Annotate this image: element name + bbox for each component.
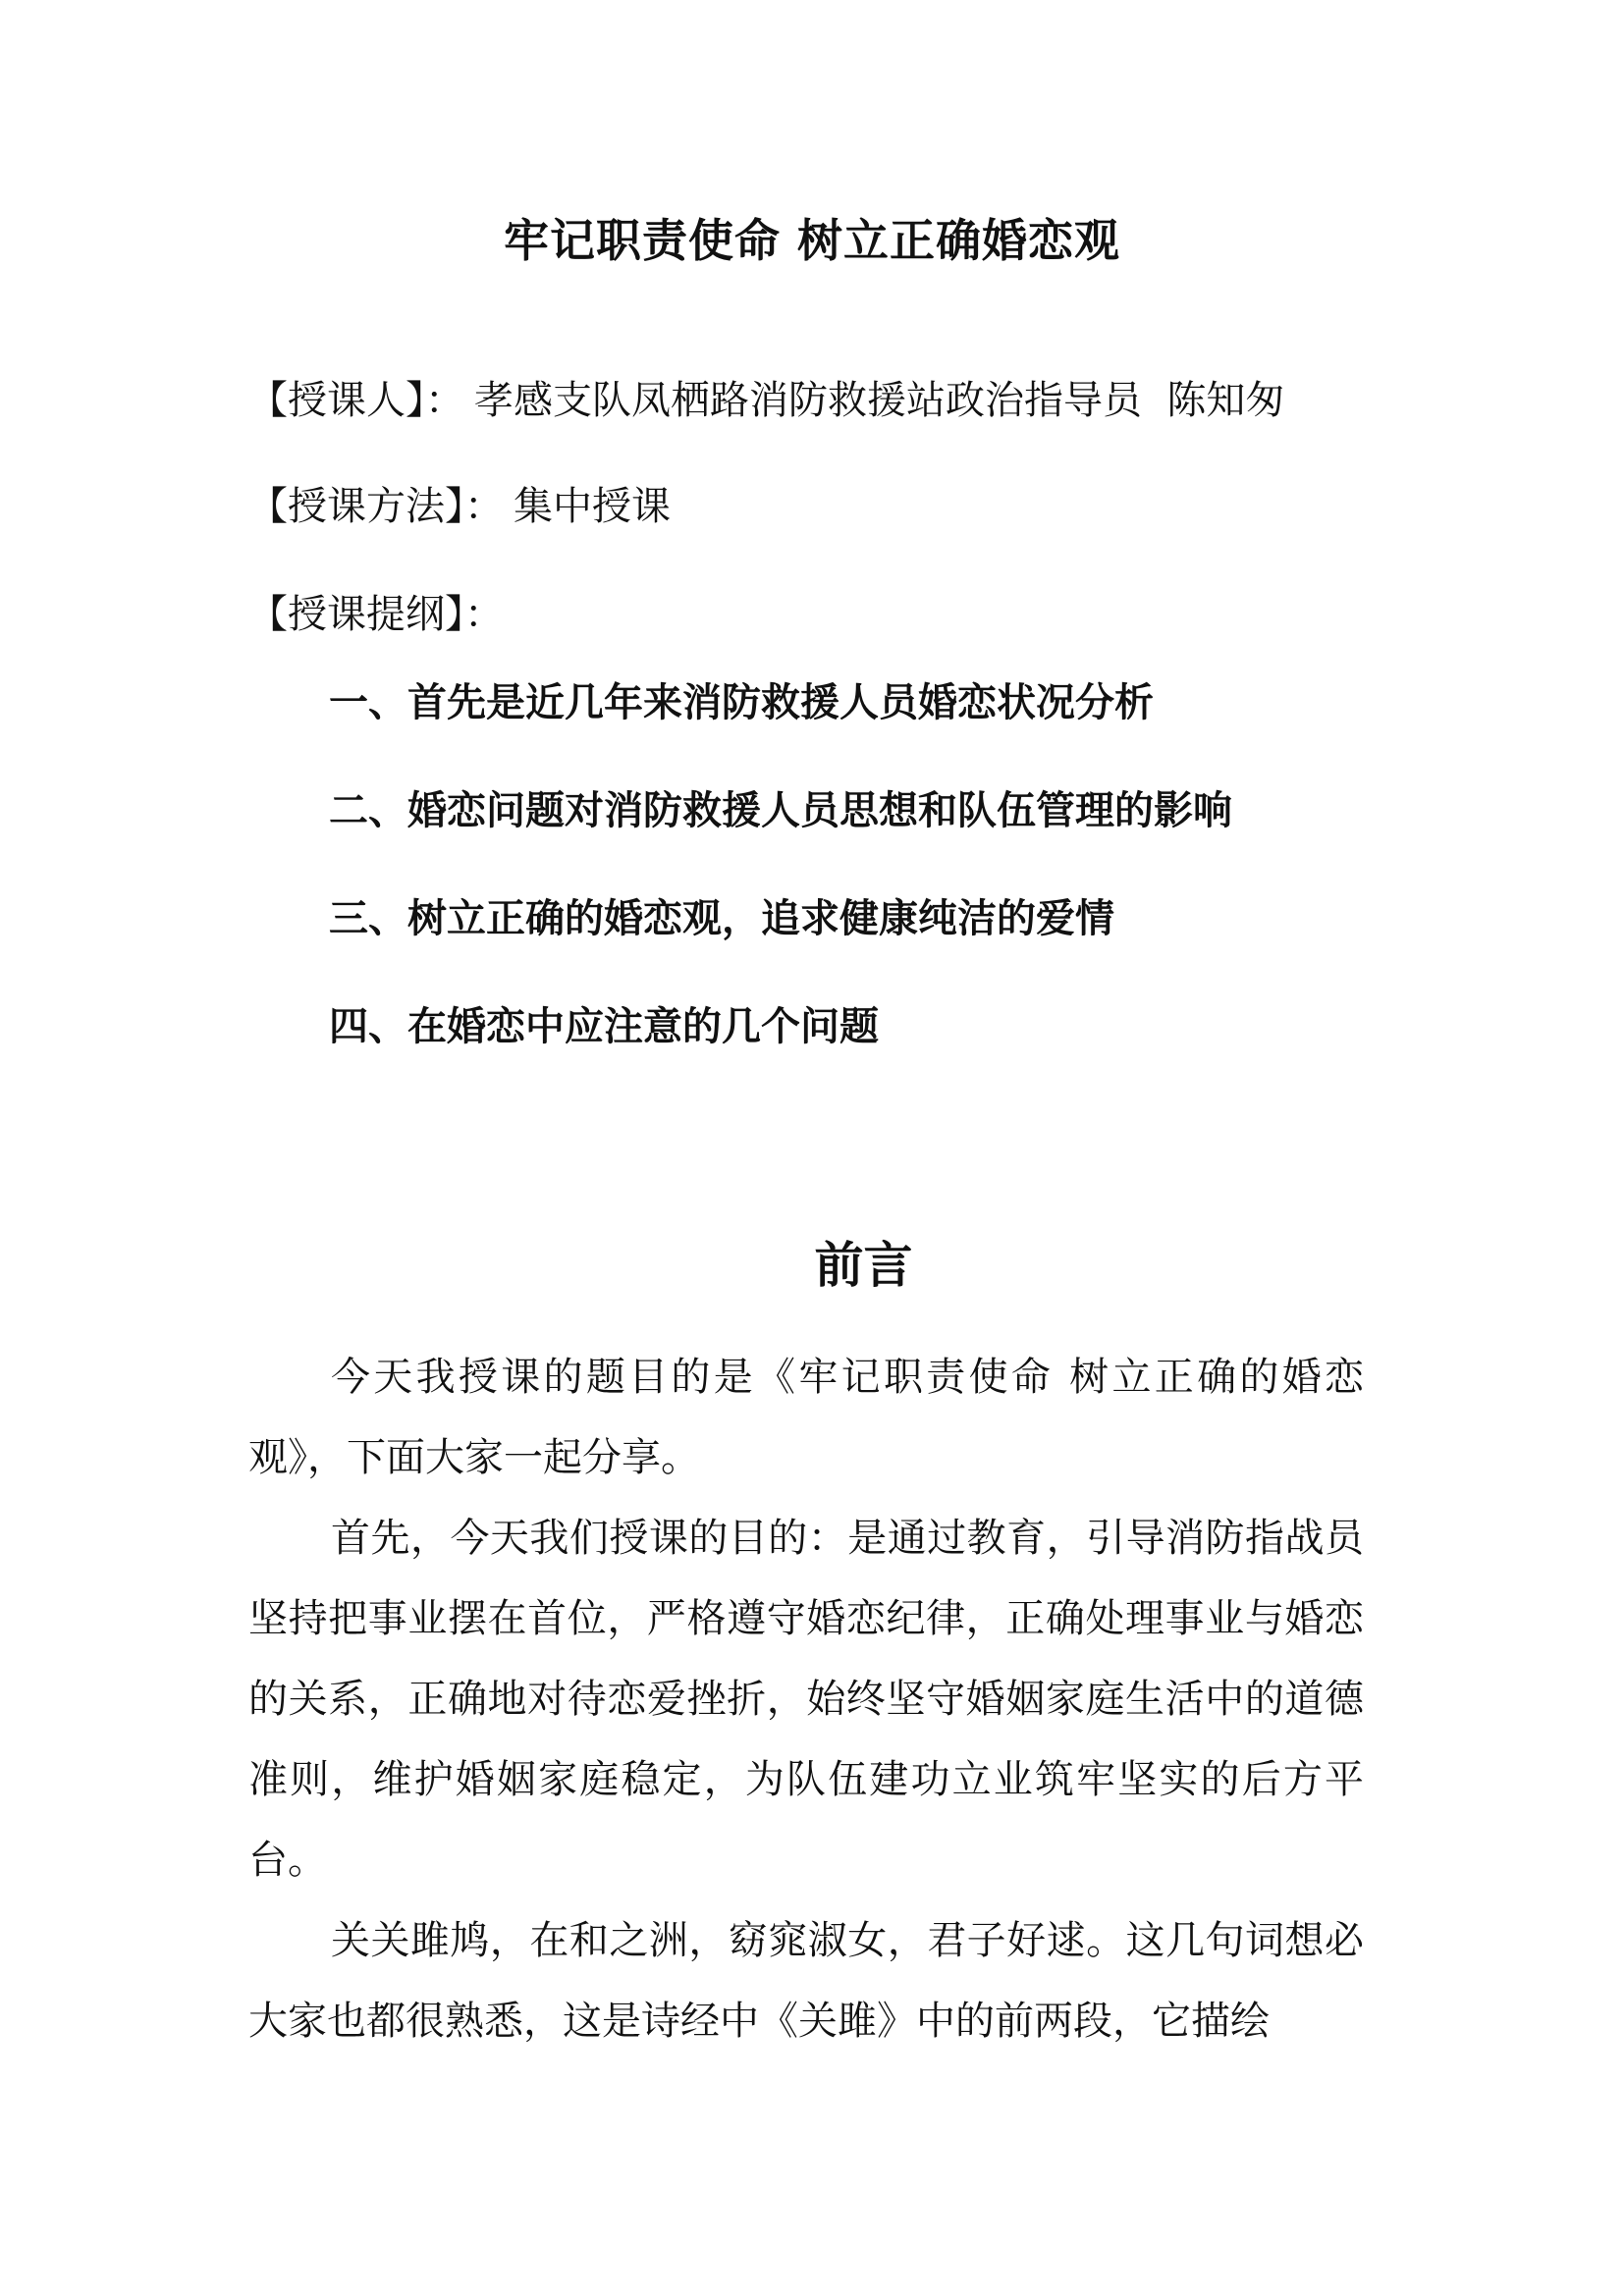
paragraph: 关关雎鸠，在和之洲，窈窕淑女，君子好逑。这几句词想必大家也都很熟悉，这是诗经中《关雎》中的前两段，它描绘 xyxy=(248,1918,1364,2044)
outline-item: 二、婚恋问题对消防救援人员思想和队伍管理的影响 xyxy=(329,788,1232,833)
paragraph: 今天我授课的题目的是《牢记职责使命 树立正确的婚恋观》，下面大家一起分享。 xyxy=(248,1355,1364,1480)
paragraph: 首先，今天我们授课的目的：是通过教育，引导消防指战员坚持把事业摆在首位，严格遵守婚恋纪律，正确处理事业与婚恋的关系，正确地对待恋爱挫折，始终坚守婚姻家庭生活中的道德准则，维护婚姻家庭稳定，为队伍建功立业筑牢坚实的后方平台。 xyxy=(248,1516,1364,1883)
method-label: 【授课方法】： xyxy=(248,484,504,529)
outline-item: 四、在婚恋中应注意的几个问题 xyxy=(329,1004,879,1049)
outline-label-line xyxy=(248,587,504,642)
lecturer-label: 【授课人】： xyxy=(248,378,464,423)
outline-item: 一、首先是近几年来消防救援人员婚恋状况分析 xyxy=(329,680,1154,725)
outline-item: 三、树立正确的婚恋观，追求健康纯洁的爱情 xyxy=(329,896,1114,941)
method-value: 集中授课 xyxy=(514,484,671,529)
method-line xyxy=(248,479,671,534)
outline-label: 【授课提纲】： xyxy=(248,592,504,637)
lecturer-value: 孝感支队凤栖路消防救援站政治指导员 陈知匆 xyxy=(474,378,1285,423)
preface-body xyxy=(248,1337,1364,2061)
preface-heading: 前言 xyxy=(814,1237,913,1294)
lecturer-line xyxy=(248,373,1284,428)
document-title: 牢记职责使命 树立正确婚恋观 xyxy=(503,214,1120,267)
